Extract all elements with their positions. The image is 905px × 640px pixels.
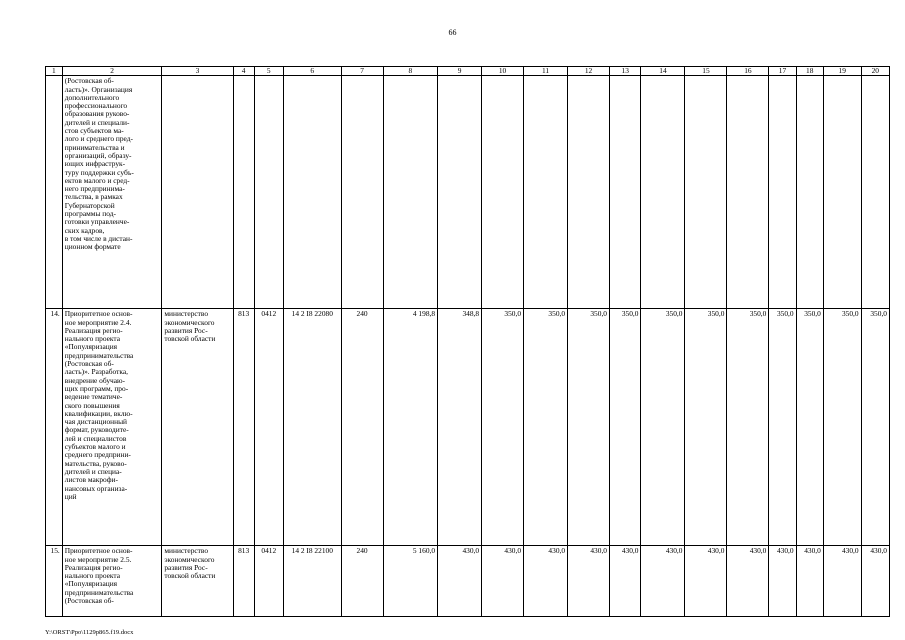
table-cell: министерство экономического развития Рос- товской области [162,309,233,546]
table-cell [796,76,823,309]
table-cell: Приоритетное основ- ное мероприятие 2.5. Реализация регио- нального проекта «Популяризация предпринимательства (Ростовская об- [62,546,162,617]
table-cell [685,76,727,309]
col-header: 7 [341,67,383,76]
col-header: 18 [796,67,823,76]
table-cell: 430,0 [438,546,482,617]
table-cell: 350,0 [769,309,796,546]
table-cell: 430,0 [796,546,823,617]
table-cell [283,76,341,309]
table-cell: 430,0 [727,546,769,617]
table-cell: 240 [341,546,383,617]
table-cell [641,76,685,309]
table-cell: 15. [46,546,63,617]
col-header: 8 [383,67,438,76]
table-cell: 430,0 [861,546,889,617]
table-cell: 350,0 [482,309,524,546]
table-cell: 430,0 [685,546,727,617]
page-number: 66 [448,28,457,37]
table-cell: 5 160,0 [383,546,438,617]
table-cell [233,76,254,309]
table-cell: 0412 [254,546,283,617]
table-cell: 430,0 [482,546,524,617]
table-cell: министерство экономического развития Рос- товской области [162,546,233,617]
table-row [46,309,890,546]
table-cell [162,76,233,309]
table-cell: Приоритетное основ- ное мероприятие 2.4. Реализация регио- нального проекта «Популяризация предпринимательства (Ростовская об- ласть)». Разработка, внедрение обучаю- щих программ, про- ведение тематиче- ского повышения квалификации, вклю- чая дистанционный формат, руководите- лей и специалистов субъектов малого и среднего предприни- мательства, руково- дителей и специа- листов макрофи- нансовых организа- ций [62,309,162,546]
table-cell: 14 2 I8 22080 [283,309,341,546]
col-header: 2 [62,67,162,76]
col-header: 6 [283,67,341,76]
budget-table [45,66,890,617]
col-header: 10 [482,67,524,76]
col-header: 13 [610,67,641,76]
table-cell: 350,0 [641,309,685,546]
table-body [46,76,890,617]
table-cell [769,76,796,309]
table-cell [610,76,641,309]
table-cell: 430,0 [823,546,861,617]
table-cell: 0412 [254,309,283,546]
table-cell: 4 198,8 [383,309,438,546]
footer-file-path: Y:\ORST\Ppo\1129p865.f19.docx [45,629,134,636]
col-header: 15 [685,67,727,76]
table-cell: 813 [233,309,254,546]
col-header: 20 [861,67,889,76]
table-cell [341,76,383,309]
col-header: 9 [438,67,482,76]
header-row [46,67,890,76]
table-cell: 430,0 [524,546,568,617]
table-cell: 14. [46,309,63,546]
table-cell: 350,0 [610,309,641,546]
col-header: 19 [823,67,861,76]
table-cell: 350,0 [568,309,610,546]
table-cell: 813 [233,546,254,617]
col-header: 5 [254,67,283,76]
table-cell: 350,0 [823,309,861,546]
table-cell: 350,0 [524,309,568,546]
table-cell: (Ростовская об- ласть)». Организация дополнительного профессионального образования руково- дителей и специали- стов субъектов ма- лого и среднего пред- принимательства и организаций, образу- ющих инфраструк- туру поддержки субъ- ектов малого и сред- него предпринима- тельства, в рамках Губернаторской программы под- готовки управленче- ских кадров, в том числе в дистан- ционном формате [62,76,162,309]
table-cell [568,76,610,309]
table-cell: 348,8 [438,309,482,546]
table-cell [524,76,568,309]
table-cell: 430,0 [769,546,796,617]
table-cell [438,76,482,309]
table-cell [482,76,524,309]
table-cell: 350,0 [685,309,727,546]
col-header: 1 [46,67,63,76]
table-cell: 430,0 [641,546,685,617]
table-cell [46,76,63,309]
col-header: 3 [162,67,233,76]
col-header: 17 [769,67,796,76]
table-cell [383,76,438,309]
col-header: 16 [727,67,769,76]
table-cell: 350,0 [796,309,823,546]
table-cell [823,76,861,309]
table-cell: 240 [341,309,383,546]
table-row [46,76,890,309]
col-header: 14 [641,67,685,76]
col-header: 4 [233,67,254,76]
table-cell: 350,0 [727,309,769,546]
table-cell: 430,0 [610,546,641,617]
table-row [46,546,890,617]
table-cell [727,76,769,309]
table-cell [254,76,283,309]
col-header: 11 [524,67,568,76]
table-cell: 350,0 [861,309,889,546]
table-cell: 430,0 [568,546,610,617]
table-cell [861,76,889,309]
col-header: 12 [568,67,610,76]
table-cell: 14 2 I8 22100 [283,546,341,617]
